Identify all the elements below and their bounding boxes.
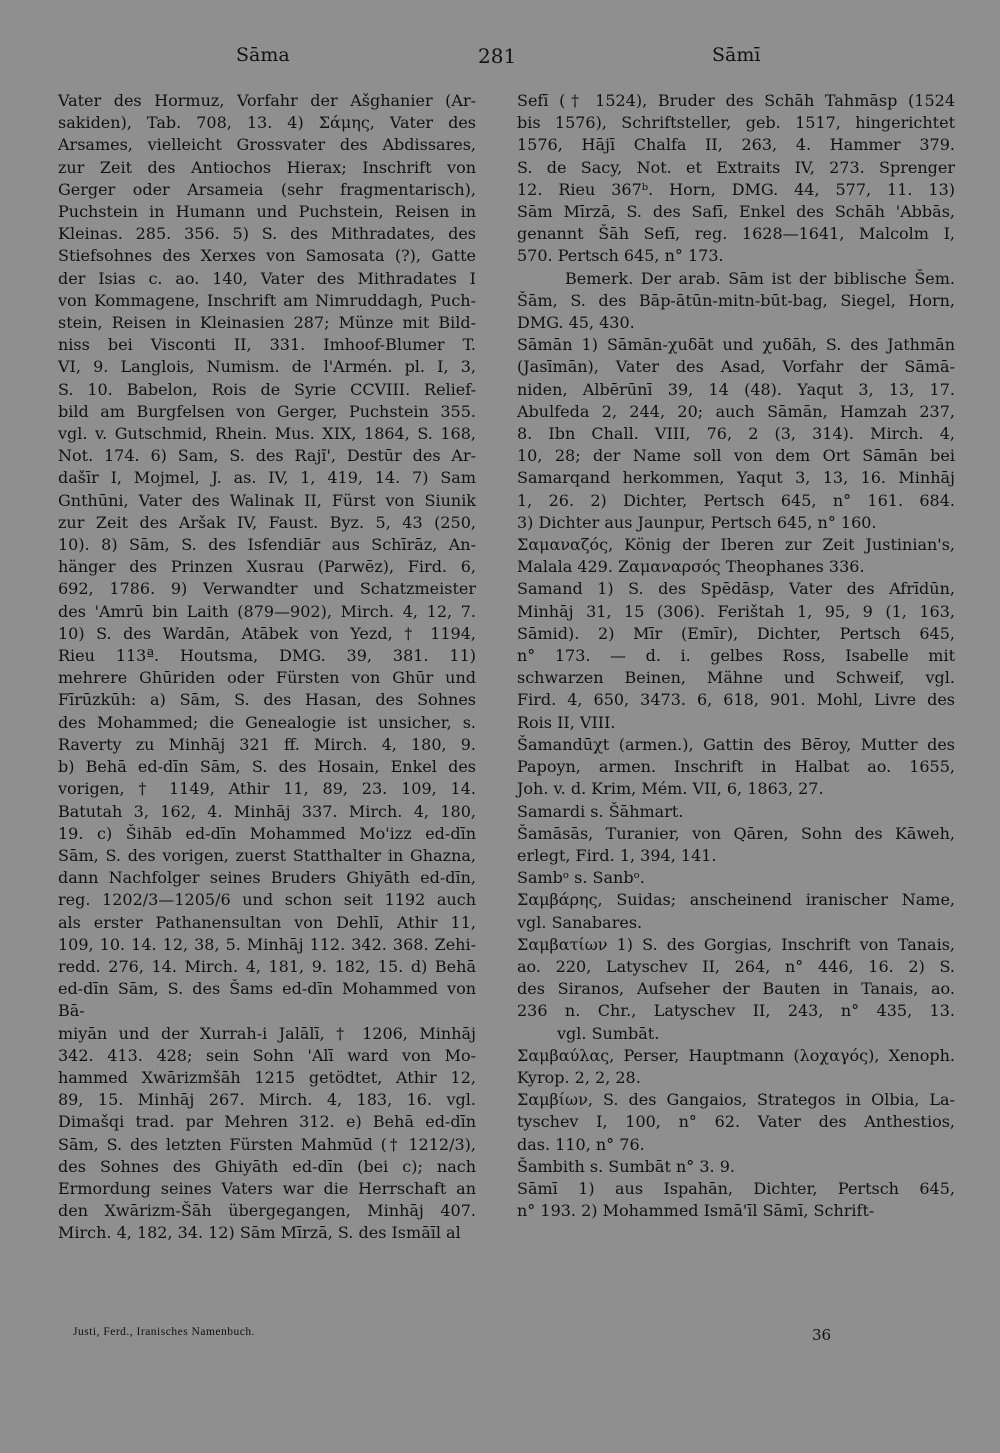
text-line: reg. 1202/3—1205/6 und schon seit 1192 auch xyxy=(58,890,476,910)
text-line: des 'Amrū bin Laith (879—902), Mirch. 4, 12, 7. xyxy=(58,601,476,621)
text-line: vgl. Sanabares. xyxy=(517,912,643,932)
text-line: hammed Xwārizmšāh 1215 getödtet, Athir 12, xyxy=(58,1067,476,1087)
text-line: vorigen, † 1149, Athir 11, 89, 23. 109, 14. xyxy=(58,779,476,799)
text-line: mehrere Ghūriden oder Fürsten von Ghūr und xyxy=(58,668,476,688)
text-line: Σαμβάρης, Suidas; anscheinend iranischer Name, xyxy=(517,890,955,910)
text-line: S. 10. Babelon, Rois de Syrie CCVIII. Relief- xyxy=(58,379,476,399)
text-line: als erster Pathanensultan von Dehlī, Athir 11, xyxy=(58,912,476,932)
text-line: des Siranos, Aufseher der Bauten in Tanais, ao. xyxy=(517,979,955,999)
text-line: Σαμβίων, S. des Gangaios, Strategos in Olbia, La- xyxy=(517,1090,955,1110)
text-line: Šām, S. des Bāp-ātūn-mitn-būt-bag, Siegel, Horn, xyxy=(517,290,955,310)
text-line: 236 n. Chr., Latyschev II, 243, n° 435, 13. xyxy=(517,1001,955,1021)
text-line: von Kommagene, Inschrift am Nimruddagh, Puch- xyxy=(58,290,476,310)
text-line: n° 193. 2) Mohammed Ismā'īl Sāmī, Schrift- xyxy=(517,1201,875,1221)
text-line: (Jasīmān), Vater des Asad, Vorfahr der Sāmā- xyxy=(517,357,955,377)
text-line: Raverty zu Minhāj 321 ff. Mirch. 4, 180, 9. xyxy=(58,734,476,754)
text-line: 570. Pertsch 645, n° 173. xyxy=(517,246,724,266)
text-line: Mirch. 4, 182, 34. 12) Sām Mīrzā, S. des Ismāīl al xyxy=(58,1223,461,1243)
text-line: sakiden), Tab. 708, 13. 4) Σάμης, Vater des xyxy=(58,113,476,133)
text-line: Abulfeda 2, 244, 20; auch Sāmān, Hamzah 237, xyxy=(517,401,955,421)
text-line: 10) S. des Wardān, Atābek von Yezd, † 1194, xyxy=(58,623,476,643)
text-line: Not. 174. 6) Sam, S. des Rajı̄', Destūr des Ar- xyxy=(58,446,476,466)
text-line: Papoyn, armen. Inschrift in Halbat ao. 1655, xyxy=(517,757,955,777)
text-line: 342. 413. 428; sein Sohn 'Alī ward von Mo- xyxy=(58,1045,476,1065)
text-line: Samarqand herkommen, Yaqut 3, 13, 16. Minhāj xyxy=(517,468,955,488)
page-number: 281 xyxy=(478,44,517,68)
text-line: ed-dīn Sām, S. des Šams ed-dīn Mohammed von Bā- xyxy=(58,979,476,1021)
text-line: Σαμβαύλας, Perser, Hauptmann (λοχαγός), Xenoph. xyxy=(517,1045,955,1065)
text-line: Fīrūzkūh: a) Sām, S. des Hasan, des Sohnes xyxy=(58,690,476,710)
text-line: genannt Šāh Sefī, reg. 1628—1641, Malcolm I, xyxy=(517,224,955,244)
text-line: bild am Burgfelsen von Gerger, Puchstein 355. xyxy=(58,401,476,421)
text-line: Ermordung seines Vaters war die Herrschaft an xyxy=(58,1178,476,1198)
text-line: 3) Dichter aus Jaunpur, Pertsch 645, n° 160. xyxy=(517,512,877,532)
text-line: S. de Sacy, Not. et Extraits IV, 273. Sprenger xyxy=(517,157,955,177)
text-line: zur Zeit des Aršak IV, Faust. Byz. 5, 43 (250, xyxy=(58,512,476,532)
text-line: Sāmid). 2) Mīr (Emīr), Dichter, Pertsch 645, xyxy=(517,623,955,643)
running-head-left: Sāma xyxy=(236,44,290,66)
text-line: Dimašqi trad. par Mehren 312. e) Behā ed-dīn xyxy=(58,1112,476,1132)
text-line: Samand 1) S. des Spēdāsp, Vater des Afrīdūn, xyxy=(517,579,955,599)
text-line: der Isias c. ao. 140, Vater des Mithradates I xyxy=(58,268,476,288)
text-line: Sām Mīrzā, S. des Safī, Enkel des Schāh 'Abbās, xyxy=(517,202,955,222)
text-line: 12. Rieu 367ᵇ. Horn, DMG. 44, 577, 11. 13) xyxy=(517,179,955,199)
text-line: den Xwārizm-Šāh übergegangen, Minhāj 407. xyxy=(58,1201,476,1221)
text-line: dašīr I, Mojmel, J. as. IV, 1, 419, 14. 7) Sam xyxy=(58,468,476,488)
text-line: Σαμαναζός, König der Iberen zur Zeit Justinian's, xyxy=(517,535,955,555)
text-line: Gnthūni, Vater des Walinak II, Fürst von Siunik xyxy=(58,490,476,510)
text-line: VI, 9. Langlois, Numism. de l'Armén. pl. I, 3, xyxy=(58,357,476,377)
text-line: Puchstein in Humann und Puchstein, Reisen in xyxy=(58,202,476,222)
text-line: Gerger oder Arsameia (sehr fragmentarisch), xyxy=(58,179,476,199)
text-line: DMG. 45, 430. xyxy=(517,313,635,333)
text-line: Kyrop. 2, 2, 28. xyxy=(517,1067,641,1087)
text-line: Arsames, vielleicht Grossvater des Abdissares, xyxy=(58,135,476,155)
text-line: Rois II, VIII. xyxy=(517,712,616,732)
text-line: stein, Reisen in Kleinasien 287; Münze mit Bild- xyxy=(58,313,476,333)
running-head-right: Sāmī xyxy=(712,44,761,66)
left-column xyxy=(58,90,476,1245)
text-line: ao. 220, Latyschev II, 264, n° 446, 16. 2) S. xyxy=(517,956,955,976)
text-line: 89, 15. Minhāj 267. Mirch. 4, 183, 16. vgl. xyxy=(58,1090,476,1110)
text-line: dann Nachfolger seines Bruders Ghiyāth ed-dīn, xyxy=(58,868,476,888)
text-line: n° 173. — d. i. gelbes Ross, Isabelle mit xyxy=(517,646,955,666)
text-line: 10). 8) Sām, S. des Isfendiār aus Schīrāz, An- xyxy=(58,535,476,555)
sheet-number: 36 xyxy=(812,1326,832,1344)
text-line: des Mohammed; die Genealogie ist unsicher, s. xyxy=(58,712,476,732)
text-line: Fird. 4, 650, 3473. 6, 618, 901. Mohl, Livre des xyxy=(517,690,955,710)
text-line: 1, 26. 2) Dichter, Pertsch 645, n° 161. 684. xyxy=(517,490,955,510)
text-line: 8. Ibn Chall. VIII, 76, 2 (3, 314). Mirch. 4, xyxy=(517,424,955,444)
text-line: Šambith s. Sumbāt n° 3. 9. xyxy=(517,1156,735,1176)
text-line: Sām, S. des vorigen, zuerst Statthalter in Ghazna, xyxy=(58,845,476,865)
text-line: zur Zeit des Antiochos Hierax; Inschrift von xyxy=(58,157,476,177)
text-line: Šamandūχt (armen.), Gattin des Bēroy, Mutter des xyxy=(517,734,955,754)
text-line: Sambᵒ s. Sanbᵒ. xyxy=(517,868,645,888)
text-line: 109, 10. 14. 12, 38, 5. Minhāj 112. 342. 368. Zehi- xyxy=(58,934,476,954)
text-line: b) Behā ed-dīn Sām, S. des Hosain, Enkel des xyxy=(58,757,476,777)
signature-footer: Justi, Ferd., Iranisches Namenbuch. xyxy=(73,1326,255,1338)
text-line: Malala 429. Ζαμαναρσός Theophanes 336. xyxy=(517,557,865,577)
text-line: Σαμβατίων 1) S. des Gorgias, Inschrift von Tanais, xyxy=(517,934,955,954)
text-line: Stiefsohnes des Xerxes von Samosata (?), Gatte xyxy=(58,246,476,266)
text-line: bis 1576), Schriftsteller, geb. 1517, hingerichtet xyxy=(517,113,955,133)
text-line: das. 110, n° 76. xyxy=(517,1134,645,1154)
text-line: Minhāj 31, 15 (306). Ferištah 1, 95, 9 (1, 163, xyxy=(517,601,955,621)
text-line: Rieu 113ª. Houtsma, DMG. 39, 381. 11) xyxy=(58,646,476,666)
text-line: erlegt, Fird. 1, 394, 141. xyxy=(517,845,717,865)
text-line: Sāmī 1) aus Ispahān, Dichter, Pertsch 645, xyxy=(517,1178,955,1198)
text-line: Joh. v. d. Krim, Mém. VII, 6, 1863, 27. xyxy=(517,779,824,799)
text-line: Samardi s. Šāhmart. xyxy=(517,801,684,821)
text-line: niden, Albērūnī 39, 14 (48). Yaqut 3, 13, 17. xyxy=(517,379,955,399)
text-line: Vater des Hormuz, Vorfahr der Ašghanier (Ar- xyxy=(58,91,476,110)
text-line: Sefī († 1524), Bruder des Schāh Tahmāsp (1524 xyxy=(517,91,955,110)
text-line: niss bei Visconti II, 331. Imhoof-Blumer T. xyxy=(58,335,476,355)
text-line: 10, 28; der Name soll von dem Ort Sāmān bei xyxy=(517,446,955,466)
text-line: Šamāsās, Turanier, von Qāren, Sohn des Kāweh, xyxy=(517,823,955,843)
text-line: des Sohnes des Ghiyāth ed-dīn (bei c); nach xyxy=(58,1156,476,1176)
text-line: 19. c) Šihāb ed-dīn Mohammed Mo'izz ed-dīn xyxy=(58,823,476,843)
text-line: vgl. Sumbāt. xyxy=(557,1023,660,1043)
text-line: Sāmān 1) Sāmān-χuδāt und χuδāh, S. des Jathmān xyxy=(517,335,955,355)
text-line: Kleinas. 285. 356. 5) S. des Mithradates, des xyxy=(58,224,476,244)
text-line: tyschev I, 100, n° 62. Vater des Anthestios, xyxy=(517,1112,955,1132)
text-line: 1576, Hājī Chalfa II, 263, 4. Hammer 379. xyxy=(517,135,955,155)
text-line: hänger des Prinzen Xusrau (Parwēz), Fird. 6, xyxy=(58,557,476,577)
text-line: miyān und der Xurrah-i Jalālī, † 1206, Minhāj xyxy=(58,1023,476,1043)
text-line: Batutah 3, 162, 4. Minhāj 337. Mirch. 4, 180, xyxy=(58,801,476,821)
text-line: Bemerk. Der arab. Sām ist der biblische Šem. xyxy=(565,268,955,288)
text-line: 692, 1786. 9) Verwandter und Schatzmeister xyxy=(58,579,476,599)
text-line: redd. 276, 14. Mirch. 4, 181, 9. 182, 15. d) Behā xyxy=(58,956,476,976)
text-line: Sām, S. des letzten Fürsten Mahmūd († 1212/3), xyxy=(58,1134,476,1154)
text-line: vgl. v. Gutschmid, Rhein. Mus. XIX, 1864, S. 168, xyxy=(58,424,476,444)
right-column xyxy=(517,90,955,1222)
text-line: schwarzen Beinen, Mähne und Schweif, vgl. xyxy=(517,668,955,688)
